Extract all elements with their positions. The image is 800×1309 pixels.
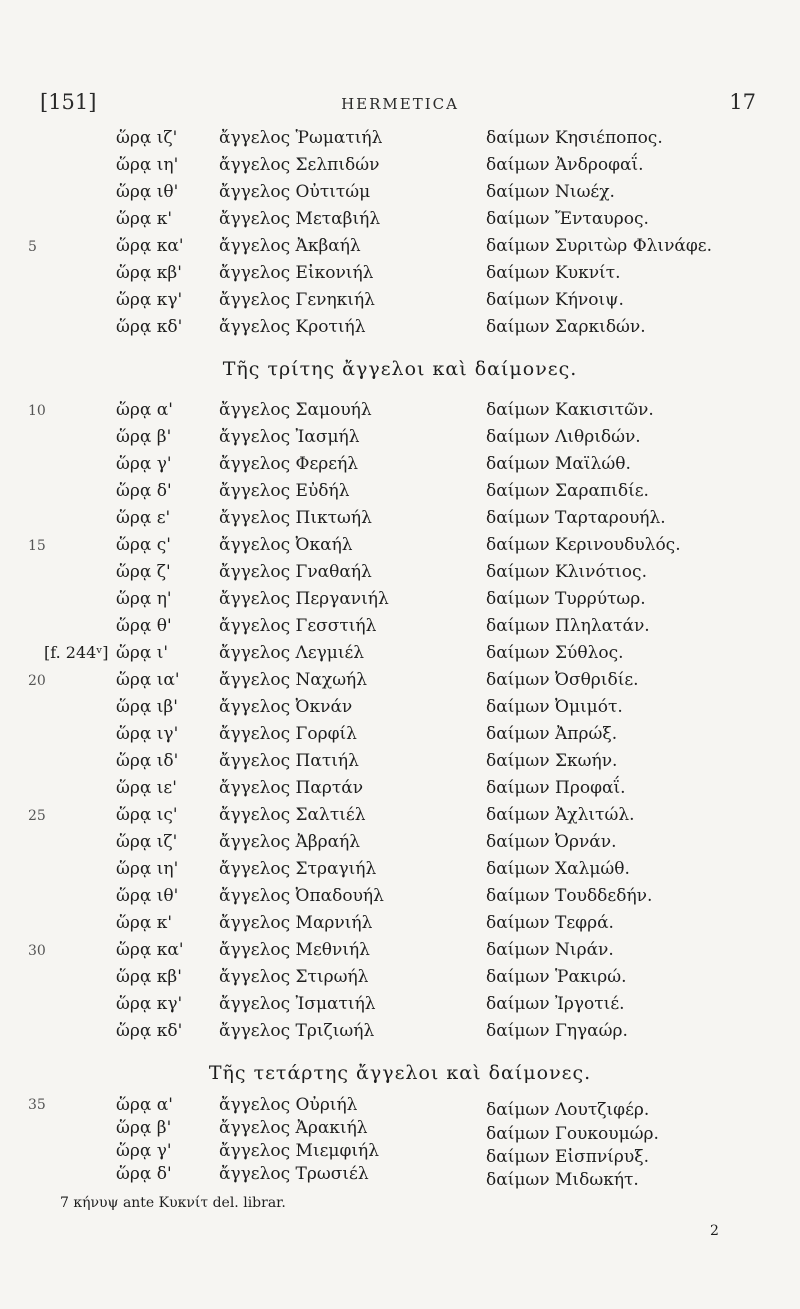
angel: ἄγγελος Ῥωματιήλ: [219, 128, 383, 148]
daimon: δαίμων Ὀρνάν.: [486, 832, 617, 852]
angel: ἄγγελος Οὐριήλ: [219, 1095, 358, 1115]
hour: ὥρᾳ ιη': [116, 155, 179, 175]
angel: ἄγγελος Μαρνιήλ: [219, 913, 373, 933]
line-number: 10: [28, 403, 46, 419]
daimon: δαίμων Εἰσπνίρυξ.: [486, 1147, 649, 1167]
hour: ὥρᾳ ιθ': [116, 182, 179, 202]
daimon: δαίμων Ἀπρώξ.: [486, 724, 618, 744]
line-number: 15: [28, 538, 46, 554]
angel: ἄγγελος Γεσστιήλ: [219, 616, 377, 636]
hour: ὥρᾳ ζ': [116, 562, 171, 582]
angel: ἄγγελος Σαλτιέλ: [219, 805, 366, 825]
daimon: δαίμων Τουδδεδήν.: [486, 886, 653, 906]
daimon: δαίμων Λουτζιφέρ.: [486, 1100, 650, 1120]
daimon: δαίμων Γουκουμώρ.: [486, 1124, 659, 1144]
daimon: δαίμων Μιδωκήτ.: [486, 1170, 639, 1190]
daimon: δαίμων Μαϊλώθ.: [486, 454, 631, 474]
angel: ἄγγελος Σελπιδών: [219, 155, 380, 175]
daimon: δαίμων Ἀχλιτώλ.: [486, 805, 635, 825]
hour: ὥρᾳ ιε': [116, 778, 177, 798]
daimon: δαίμων Γηγαώρ.: [486, 1021, 628, 1041]
daimon: δαίμων Ῥακιρώ.: [486, 967, 627, 987]
angel: ἄγγελος Γναθαήλ: [219, 562, 372, 582]
angel: ἄγγελος Ἀβραήλ: [219, 832, 361, 852]
daimon: δαίμων Πληλατάν.: [486, 616, 650, 636]
daimon: δαίμων Ἀνδροφαΐ.: [486, 155, 644, 175]
section-heading-third: Τῆς τρίτης ἄγγελοι καὶ δαίμονες.: [222, 358, 578, 380]
line-number: 5: [28, 239, 37, 255]
angel: ἄγγελος Τρωσιέλ: [219, 1164, 369, 1184]
daimon: δαίμων Τεφρά.: [486, 913, 614, 933]
line-number: 25: [28, 808, 46, 824]
hour: ὥρᾳ α': [116, 1095, 173, 1115]
hour: ὥρᾳ ιβ': [116, 697, 178, 717]
daimon: δαίμων Νιράν.: [486, 940, 614, 960]
angel: ἄγγελος Πικτωήλ: [219, 508, 372, 528]
hour: ὥρᾳ ε': [116, 508, 171, 528]
angel: ἄγγελος Ἀκβαήλ: [219, 236, 361, 256]
hour: ὥρᾳ κδ': [116, 317, 183, 337]
page-ref: [151]: [40, 90, 97, 114]
hour: ὥρᾳ κβ': [116, 967, 182, 987]
daimon: δαίμων Κησιέποπος.: [486, 128, 663, 148]
angel: ἄγγελος Στραγιήλ: [219, 859, 377, 879]
angel: ἄγγελος Εἰκονιήλ: [219, 263, 374, 283]
daimon: δαίμων Τυρρύτωρ.: [486, 589, 646, 609]
hour: ὥρᾳ κδ': [116, 1021, 183, 1041]
angel: ἄγγελος Μεθνιήλ: [219, 940, 370, 960]
angel: ἄγγελος Μεταβιήλ: [219, 209, 381, 229]
angel: ἄγγελος Ὀκαήλ: [219, 535, 353, 555]
hour: ὥρᾳ β': [116, 1118, 172, 1138]
angel: ἄγγελος Ναχωήλ: [219, 670, 368, 690]
hour: ὥρᾳ ιζ': [116, 128, 178, 148]
daimon: δαίμων Κακισιτῶν.: [486, 400, 654, 420]
page-number-top: 17: [729, 90, 756, 114]
daimon: δαίμων Κήνοιψ.: [486, 290, 624, 310]
hour: ὥρᾳ κγ': [116, 994, 183, 1014]
hour: ὥρᾳ ις': [116, 805, 178, 825]
daimon: δαίμων Κυκνίτ.: [486, 263, 621, 283]
line-number: 30: [28, 943, 46, 959]
hour: ὥρᾳ η': [116, 589, 172, 609]
hour: ὥρᾳ ια': [116, 670, 180, 690]
hour: ὥρᾳ κ': [116, 209, 173, 229]
daimon: δαίμων Σαραπιδίε.: [486, 481, 649, 501]
daimon: δαίμων Ὀσθριδίε.: [486, 670, 639, 690]
hour: ὥρᾳ α': [116, 400, 173, 420]
angel: ἄγγελος Περγανιήλ: [219, 589, 389, 609]
angel: ἄγγελος Ὀκνάν: [219, 697, 353, 717]
hour: ὥρᾳ β': [116, 427, 172, 447]
angel: ἄγγελος Φερεήλ: [219, 454, 359, 474]
hour: ὥρᾳ γ': [116, 1141, 172, 1161]
angel: ἄγγελος Σαμουήλ: [219, 400, 372, 420]
daimon: δαίμων Κερινουδυλός.: [486, 535, 681, 555]
footnote: 7 κήνυψ ante Κυκνίτ del. librar.: [60, 1195, 286, 1211]
line-number: 35: [28, 1097, 46, 1113]
hour: ὥρᾳ γ': [116, 454, 172, 474]
hour: ὥρᾳ ιθ': [116, 886, 179, 906]
hour: ὥρᾳ δ': [116, 1164, 172, 1184]
angel: ἄγγελος Ὀπαδουήλ: [219, 886, 384, 906]
daimon: δαίμων Προφαΐ.: [486, 778, 626, 798]
daimon: δαίμων Σαρκιδών.: [486, 317, 646, 337]
hour: ὥρᾳ ιη': [116, 859, 179, 879]
angel: ἄγγελος Ἰασμήλ: [219, 427, 360, 447]
angel: ἄγγελος Γορφίλ: [219, 724, 357, 744]
hour: ὥρᾳ κ': [116, 913, 173, 933]
angel: ἄγγελος Στιρωήλ: [219, 967, 369, 987]
folio-reference: [f. 244ᵛ]: [44, 643, 109, 662]
daimon: δαίμων Λιθριδών.: [486, 427, 641, 447]
daimon: δαίμων Χαλμώθ.: [486, 859, 630, 879]
line-number: 20: [28, 673, 46, 689]
running-title: HERMETICA: [341, 95, 459, 113]
angel: ἄγγελος Οὐτιτώμ: [219, 182, 371, 202]
hour: ὥρᾳ ιγ': [116, 724, 179, 744]
daimon: δαίμων Σύθλος.: [486, 643, 624, 663]
page-number-bottom: 2: [710, 1223, 719, 1239]
hour: ὥρᾳ ς': [116, 535, 171, 555]
hour: ὥρᾳ κβ': [116, 263, 182, 283]
angel: ἄγγελος Ἰσματιήλ: [219, 994, 376, 1014]
hour: ὥρᾳ θ': [116, 616, 172, 636]
angel: ἄγγελος Παρτάν: [219, 778, 364, 798]
angel: ἄγγελος Κροτιήλ: [219, 317, 366, 337]
hour: ὥρᾳ ιδ': [116, 751, 179, 771]
angel: ἄγγελος Λεγμιέλ: [219, 643, 365, 663]
angel: ἄγγελος Γενηκιήλ: [219, 290, 375, 310]
angel: ἄγγελος Μιεμφιήλ: [219, 1141, 379, 1161]
angel: ἄγγελος Πατιήλ: [219, 751, 359, 771]
hour: ὥρᾳ κα': [116, 940, 184, 960]
section-heading-fourth: Τῆς τετάρτης ἄγγελοι καὶ δαίμονες.: [208, 1062, 592, 1084]
daimon: δαίμων Συριτὼρ Φλινάφε.: [486, 236, 713, 256]
hour: ὥρᾳ κγ': [116, 290, 183, 310]
daimon: δαίμων Νιωέχ.: [486, 182, 615, 202]
angel: ἄγγελος Ἀρακιήλ: [219, 1118, 368, 1138]
hour: ὥρᾳ δ': [116, 481, 172, 501]
hour: ὥρᾳ ι': [116, 643, 169, 663]
daimon: δαίμων Ἰργοτιέ.: [486, 994, 625, 1014]
daimon: δαίμων Ταρταρουήλ.: [486, 508, 666, 528]
angel: ἄγγελος Εὐδήλ: [219, 481, 350, 501]
hour: ὥρᾳ ιζ': [116, 832, 178, 852]
daimon: δαίμων Ὀμιμότ.: [486, 697, 623, 717]
daimon: δαίμων Σκωήν.: [486, 751, 618, 771]
hour: ὥρᾳ κα': [116, 236, 184, 256]
daimon: δαίμων Κλινότιος.: [486, 562, 647, 582]
angel: ἄγγελος Τριζιωήλ: [219, 1021, 375, 1041]
daimon: δαίμων Ἔνταυρος.: [486, 209, 649, 229]
